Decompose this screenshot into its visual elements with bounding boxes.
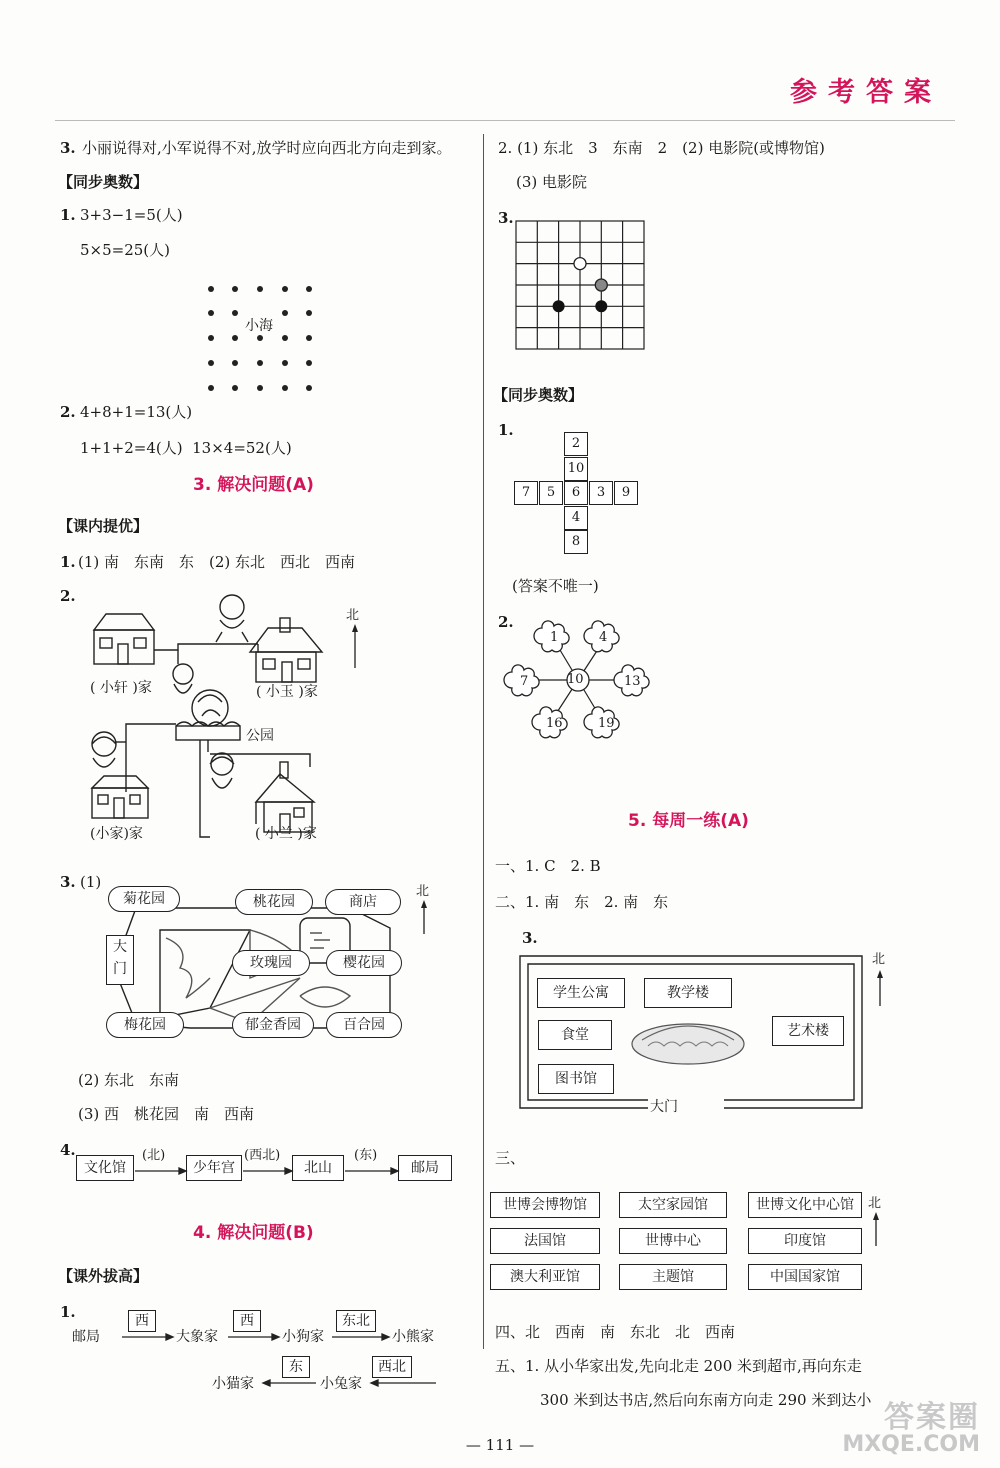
w4-answer: 四、北 西南 南 东北 北 西南 (495, 1323, 736, 1341)
garden-taohua: 桃花园 (235, 889, 313, 915)
pavilion-box: 世博会博物馆 (490, 1192, 600, 1218)
kewai-heading: 【课外拔高】 (58, 1267, 149, 1285)
pavilion-box: 世博中心 (619, 1228, 727, 1254)
tongbu-heading-2: 【同步奥数】 (493, 386, 584, 404)
w5-line2: 300 米到达书店,然后向东南方向走 290 米到达小 (540, 1391, 872, 1409)
q3-number: 3. (60, 139, 76, 157)
ts1-number: 1. (60, 206, 76, 224)
garden-yujinxiang: 郁金香园 (232, 1012, 314, 1038)
pavilion-box: 澳大利亚馆 (490, 1264, 600, 1290)
k4-number: 4. (60, 1141, 76, 1159)
flower-petal: 4 (599, 630, 608, 645)
garden-shop: 商店 (325, 889, 401, 915)
ts1-line1: 3+3−1=5(人) (80, 206, 183, 224)
kw1-dir-box-2: 西 (233, 1310, 261, 1332)
kw1-number: 1. (60, 1303, 76, 1321)
section-4-title: 4. 解决问题(B) (193, 1223, 314, 1243)
kw1-dir-box-1: 西 (128, 1310, 156, 1332)
ts1-line2: 5×5=25(人) (80, 241, 171, 259)
cross-cell: 6 (564, 481, 588, 505)
kw1-place-youju: 邮局 (72, 1329, 100, 1345)
k4-place-shaoniangong: 少年宫 (186, 1155, 242, 1181)
k4-dir-2: (西北) (244, 1148, 281, 1163)
pavilion-box: 中国国家馆 (748, 1264, 862, 1290)
kw1-dir-box-3: 东北 (336, 1310, 376, 1332)
column-divider (483, 134, 484, 1349)
pavilion-box: 印度馆 (748, 1228, 862, 1254)
rs1-note: (答案不唯一) (512, 577, 599, 595)
k3-sub3: (3) 西 桃花园 南 西南 (78, 1105, 255, 1123)
pavilion-box: 世博文化中心馆 (748, 1192, 862, 1218)
ts2-line1: 4+8+1=13(人) (80, 403, 193, 421)
rs1-number: 1. (498, 421, 514, 439)
k2-number: 2. (60, 587, 76, 605)
page-number: — 111 — (465, 1436, 535, 1454)
r2-line2: (3) 电影院 (516, 173, 588, 191)
dot-grid-center-label: 小海 (245, 318, 273, 334)
room-art-building: 艺术楼 (772, 1016, 844, 1046)
cross-cell: 3 (589, 481, 613, 505)
flower-petal: 7 (520, 674, 529, 689)
cross-cell: 8 (564, 530, 588, 554)
w2-answer: 二、1. 南 东 2. 南 东 (495, 893, 669, 911)
ts2-line2: 1+1+2=4(人) 13×4=52(人) (80, 439, 292, 457)
section-3-title: 3. 解决问题(A) (193, 475, 314, 495)
pavilion-north-label: 北 (868, 1196, 882, 1211)
pavilion-box: 太空家园馆 (619, 1192, 727, 1218)
cross-cell: 5 (539, 481, 563, 505)
flower-petal: 19 (598, 716, 615, 731)
k3-north-arrow (419, 900, 429, 934)
dot-grid-figure (200, 280, 320, 395)
ts2-number: 2. (60, 403, 76, 421)
k4-arrows (133, 1166, 399, 1176)
garden-meigui: 玫瑰园 (232, 950, 310, 976)
k3-number: 3. (60, 873, 76, 891)
k3-sub1: (1) (80, 873, 102, 891)
kw1-place-xiaoxiong: 小熊家 (392, 1329, 434, 1345)
watermark-url: MXQE.COM (842, 1432, 980, 1457)
header-rule (55, 120, 955, 121)
k2-label-xiaoxuan: ( 小轩 )家 (90, 680, 152, 696)
k1-number: 1. (60, 553, 76, 571)
k3-north-label: 北 (416, 884, 430, 899)
w3-north-label: 北 (872, 952, 886, 967)
room-dormitory: 学生公寓 (537, 978, 625, 1008)
page-header-title: 参考答案 (790, 77, 942, 108)
cross-cell: 2 (564, 432, 588, 456)
kw1-dir-box-5: 西北 (372, 1356, 412, 1378)
r3-number: 3. (498, 209, 514, 227)
pavilion-north-arrow (871, 1212, 881, 1246)
rs2-number: 2. (498, 613, 514, 631)
pavilion-box: 主题馆 (619, 1264, 727, 1290)
k2-north-arrow (350, 624, 360, 669)
kw1-row1-arrows (120, 1332, 390, 1342)
k2-houses-figure (80, 592, 380, 847)
k2-north-label: 北 (346, 608, 360, 623)
r3-grid-board (515, 220, 645, 350)
section-5-title: 5. 每周一练(A) (628, 811, 749, 831)
room-teaching-building: 教学楼 (644, 978, 732, 1008)
cross-cell: 7 (514, 481, 538, 505)
room-library: 图书馆 (538, 1064, 614, 1094)
k4-place-beishan: 北山 (292, 1155, 344, 1181)
cross-cell: 9 (614, 481, 638, 505)
r2-line1: 2. (1) 东北 3 东南 2 (2) 电影院(或博物馆) (498, 139, 825, 157)
kw1-place-xiaomao: 小猫家 (212, 1376, 254, 1392)
w3-gate-label: 大门 (650, 1099, 678, 1115)
kw1-place-daxiang: 大象家 (176, 1329, 218, 1345)
kw1-dir-box-4: 东 (282, 1356, 310, 1378)
w3-number: 3. (522, 929, 538, 947)
cross-cell: 4 (564, 506, 588, 530)
k1-answer: (1) 南 东南 东 (2) 东北 西北 西南 (78, 553, 356, 571)
w-three-label: 三、 (495, 1149, 526, 1167)
k2-label-xiaojia: (小家)家 (90, 826, 143, 842)
watermark-logo: 答案圈 (884, 1400, 980, 1435)
kw1-place-xiaotu: 小兔家 (320, 1376, 362, 1392)
flower-petal: 16 (546, 716, 563, 731)
garden-gate: 大门 (106, 935, 134, 985)
kenei-heading: 【课内提优】 (58, 517, 149, 535)
garden-yinghua: 樱花园 (326, 950, 402, 976)
pavilion-box: 法国馆 (490, 1228, 600, 1254)
k4-place-wenhuaguan: 文化馆 (76, 1155, 134, 1181)
k3-sub2: (2) 东北 东南 (78, 1071, 180, 1089)
kw1-place-xiaogou: 小狗家 (282, 1329, 324, 1345)
w5-line1: 五、1. 从小华家出发,先向北走 200 米到超市,再向东走 (495, 1357, 862, 1375)
q3-answer: 小丽说得对,小军说得不对,放学时应向西北方向走到家。 (82, 139, 452, 157)
k4-place-youju: 邮局 (398, 1155, 452, 1181)
room-canteen: 食堂 (538, 1020, 612, 1050)
k2-label-xiaoyu: ( 小玉 )家 (256, 684, 318, 700)
flower-petal: 1 (550, 630, 559, 645)
k4-dir-1: (北) (142, 1148, 166, 1163)
garden-meihua: 梅花园 (106, 1012, 184, 1038)
w3-north-arrow (875, 970, 885, 1006)
k2-label-xiaolan: ( 小兰 )家 (255, 826, 317, 842)
garden-baihe: 百合园 (326, 1012, 402, 1038)
w1-answer: 一、1. C 2. B (495, 857, 601, 875)
k4-dir-3: (东) (354, 1148, 378, 1163)
k2-label-park: 公园 (246, 728, 274, 744)
garden-juhua: 菊花园 (108, 886, 180, 912)
flower-petal: 13 (624, 674, 641, 689)
flower-center: 10 (567, 672, 584, 687)
cross-cell: 10 (564, 457, 588, 481)
tongbu-heading-1: 【同步奥数】 (58, 173, 149, 191)
kw1-row2-arrows (262, 1378, 442, 1388)
